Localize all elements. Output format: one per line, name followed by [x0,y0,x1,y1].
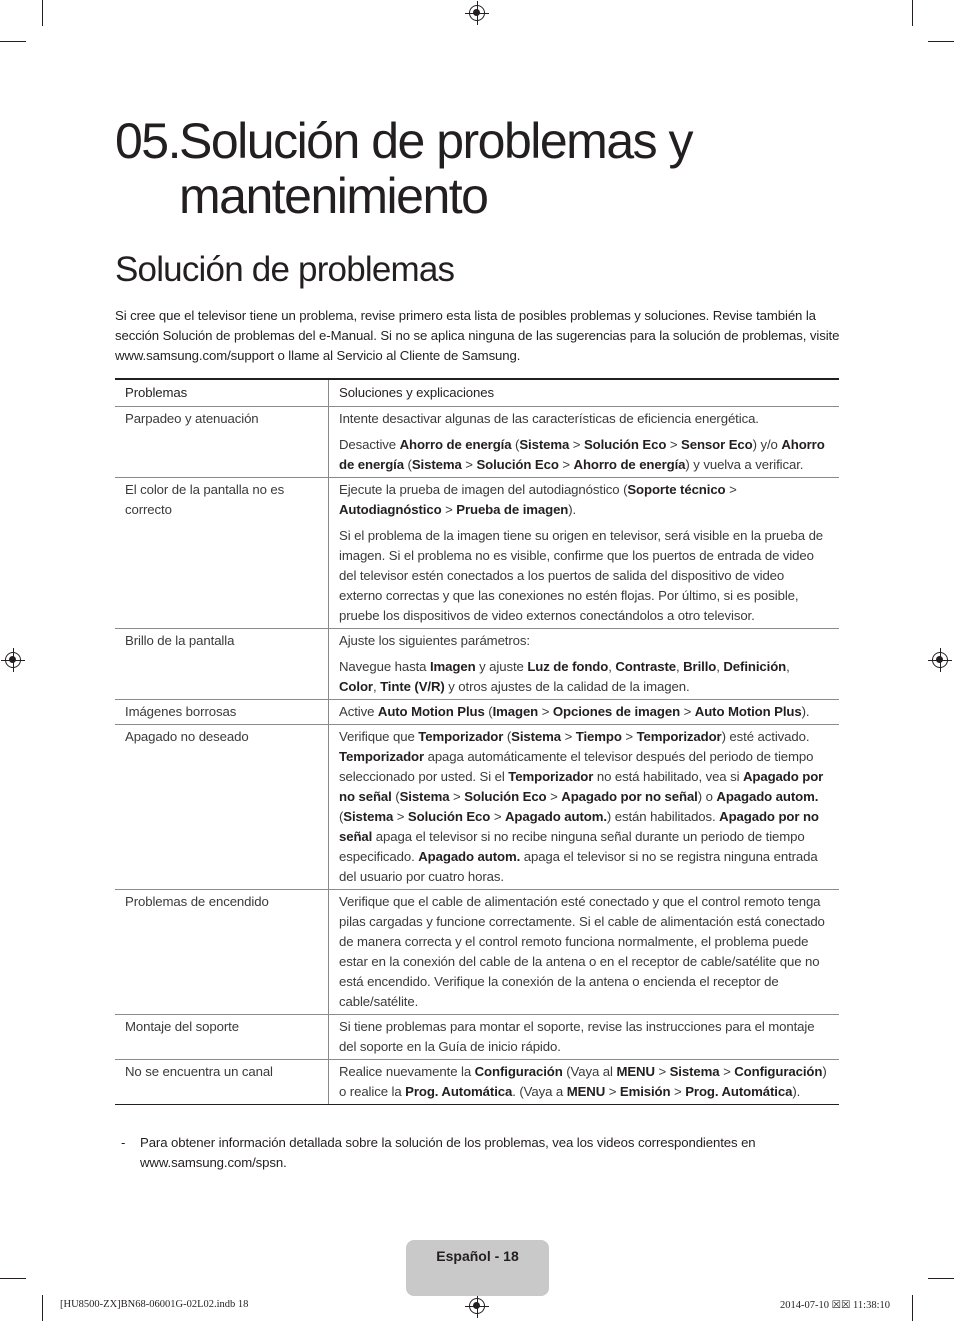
solution-text: > [719,1064,735,1079]
solution-paragraph [339,480,829,520]
solution-text: > [546,789,562,804]
solution-cell [329,629,840,700]
solution-paragraph [339,1062,829,1102]
troubleshooting-table [115,378,839,1105]
solution-text: apaga automáticamente el televisor después del periodo de tiempo seleccionado por usted. Si el [339,749,814,784]
menu-term: Ahorro de energía [573,457,686,472]
solution-cell [329,725,840,890]
solution-text: ( [503,729,512,744]
solution-text: ( [484,704,493,719]
menu-term: Ahorro de energía [339,437,825,472]
menu-term: Apagado autom. [505,809,607,824]
problem-cell: Apagado no deseado [115,725,329,890]
solution-text: (Vaya al [562,1064,617,1079]
solution-paragraph [339,892,829,1012]
solution-text: > [725,482,737,497]
problem-cell: El color de la pantalla no es correcto [115,478,329,629]
solution-text: ) o [697,789,717,804]
menu-term: Imagen [429,659,476,674]
menu-term: Tinte (V/R) [380,679,445,694]
solution-cell [329,478,840,629]
menu-term: Color [339,679,373,694]
menu-term: Sistema [399,789,450,804]
solution-text: , [608,659,616,674]
table-header-row [115,379,839,407]
solution-paragraph [339,526,829,626]
table-row [115,478,839,629]
menu-term: Apagado por no señal [339,809,819,844]
solution-text: Navegue hasta [339,659,430,674]
solution-text: Verifique que [339,729,419,744]
solution-text: > [654,1064,670,1079]
menu-term: Ahorro de energía [399,437,512,452]
solution-text: , [716,659,724,674]
chapter-title-line1: Solución de problemas y [179,113,693,169]
solution-text: Desactive [339,437,400,452]
registration-mark-icon [932,652,948,668]
menu-term: Sistema [519,437,570,452]
solution-text: Active [339,704,378,719]
solution-paragraph [339,727,829,887]
solution-text: ( [391,789,400,804]
solution-text: > [558,457,574,472]
solution-text: Si el problema de la imagen tiene su origen en televisor, será visible en la prueba de imagen. Si el problema no es visible, confirme que los puertos de entrada de video del televisor estén conectados a los puertos de salida del dispositivo de video externo correctas y que las conexiones no estén flojas. Por último, si es posible, pruebe los dispositivos de video externos conectándolos a otro televisor. [339,528,824,623]
menu-term: Luz de fondo [527,659,609,674]
menu-term: Apagado por no señal [561,789,698,804]
table-row [115,725,839,890]
solution-cell [329,700,840,725]
menu-term: Prueba de imagen [456,502,569,517]
menu-term: Configuración [474,1064,563,1079]
solution-text: > [680,704,695,719]
solution-text: > [666,437,682,452]
registration-mark-icon [469,5,485,21]
menu-term: Solución Eco [464,789,547,804]
solution-text: Intente desactivar algunas de las características de eficiencia energética. [339,411,759,426]
menu-term: Emisión [619,1084,671,1099]
table-row [115,890,839,1015]
solution-text: > [449,789,465,804]
crop-mark [0,41,26,42]
menu-term: Sistema [343,809,394,824]
crop-mark [912,1295,913,1321]
solution-paragraph [339,657,829,697]
solution-text: y ajuste [475,659,528,674]
solution-text: ) están habilitados. [606,809,720,824]
menu-term: Solución Eco [583,437,667,452]
solution-text: no está habilitado, vea si [593,769,743,784]
solution-text: ) y vuelva a verificar. [685,457,804,472]
crop-mark [928,41,954,42]
header-solutions: Soluciones y explicaciones [329,379,840,407]
menu-term: MENU [616,1064,655,1079]
menu-term: Contraste [615,659,676,674]
crop-mark [0,1278,26,1279]
crop-mark [912,0,913,26]
note-dash: - [121,1135,126,1150]
solution-cell [329,1060,840,1105]
menu-term: Temporizador [636,729,722,744]
solution-text: Realice nuevamente la [339,1064,475,1079]
solution-text: > [605,1084,620,1099]
menu-term: Apagado autom. [418,849,521,864]
table-row [115,700,839,725]
solution-text: apaga el televisor si no recibe ninguna señal durante un periodo de tiempo especificado. [339,829,805,864]
solution-text: ). [801,704,810,719]
section-title: Solución de problemas [115,250,455,289]
menu-term: MENU [566,1084,606,1099]
page-number-tab [406,1240,549,1296]
solution-paragraph [339,631,829,651]
solution-text: > [441,502,457,517]
menu-term: Sensor Eco [681,437,753,452]
solution-text: ( [403,457,412,472]
crop-mark [42,1295,43,1321]
note [121,1133,821,1173]
menu-term: Temporizador [508,769,594,784]
table-row [115,1015,839,1060]
solution-text: ( [511,437,520,452]
solution-text: > [393,809,408,824]
solution-cell [329,890,840,1015]
problem-cell: Imágenes borrosas [115,700,329,725]
header-problems: Problemas [115,379,329,407]
solution-text: > [621,729,637,744]
solution-paragraph [339,1017,829,1057]
menu-term: Tiempo [575,729,622,744]
menu-term: Auto Motion Plus [694,704,802,719]
table-row [115,1060,839,1105]
solution-text: > [561,729,576,744]
problem-cell: Brillo de la pantalla [115,629,329,700]
table-row [115,407,839,478]
chapter-title [115,114,875,224]
menu-term: Sistema [669,1064,720,1079]
solution-text: . (Vaya a [512,1084,567,1099]
solution-text: > [670,1084,686,1099]
registration-mark-icon [469,1298,485,1314]
page-label: Español - 18 [436,1248,519,1264]
menu-term: Temporizador [418,729,504,744]
menu-term: Definición [723,659,787,674]
menu-term: Autodiagnóstico [339,502,442,517]
solution-text: y otros ajustes de la calidad de la imagen. [444,679,690,694]
solution-text: > [538,704,553,719]
solution-paragraph [339,409,829,429]
menu-term: Prog. Automática [405,1084,513,1099]
solution-cell [329,1015,840,1060]
solution-text: > [569,437,584,452]
menu-term: Apagado por no señal [339,769,824,804]
menu-term: Opciones de imagen [552,704,681,719]
menu-term: Solución Eco [476,457,559,472]
problem-cell: Montaje del soporte [115,1015,329,1060]
solution-text: Ajuste los siguientes parámetros: [339,633,530,648]
menu-term: Configuración [734,1064,823,1079]
problem-cell: Problemas de encendido [115,890,329,1015]
menu-term: Prog. Automática [685,1084,793,1099]
menu-term: Sistema [411,457,462,472]
menu-term: Sistema [511,729,562,744]
registration-mark-icon [5,652,21,668]
crop-mark [928,1278,954,1279]
solution-text: ) o realice la [339,1064,827,1099]
problem-cell: Parpadeo y atenuación [115,407,329,478]
solution-text: , [786,659,790,674]
solution-text: > [490,809,505,824]
menu-term: Solución Eco [407,809,491,824]
solution-text: ) y/o [752,437,782,452]
menu-term: Auto Motion Plus [377,704,485,719]
menu-term: Brillo [683,659,717,674]
solution-text: Ejecute la prueba de imagen del autodiagnóstico ( [339,482,628,497]
chapter-title-line2: mantenimiento [179,168,488,224]
menu-term: Imagen [492,704,539,719]
solution-text: ). [568,502,577,517]
chapter-number: 05. [115,113,181,169]
solution-cell [329,407,840,478]
solution-text: ) esté activado. [721,729,810,744]
note-text: Para obtener información detallada sobre la solución de los problemas, vea los videos correspondientes en www.samsung.com/spsn. [140,1135,756,1170]
table-row [115,629,839,700]
footer-file-info: [HU8500-ZX]BN68-06001G-02L02.indb 18 [60,1299,249,1310]
solution-paragraph [339,702,829,722]
solution-text: Si tiene problemas para montar el soporte, revise las instrucciones para el montaje del soporte en la Guía de inicio rápido. [339,1019,815,1054]
problem-cell: No se encuentra un canal [115,1060,329,1105]
intro-paragraph: Si cree que el televisor tiene un problema, revise primero esta lista de posibles problemas y soluciones. Revise también la sección Solución de problemas del e-Manual. Si no se aplica ninguna de las sugerencias para la solución de problemas, visite www.samsung.com/support o llame al Servicio al Cliente de Samsung. [115,308,840,363]
solution-text: , [372,679,381,694]
solution-text: ( [339,809,344,824]
menu-term: Soporte técnico [627,482,726,497]
solution-text: Verifique que el cable de alimentación esté conectado y que el control remoto tenga pilas cargadas y funcione correctamente. Si el cable de alimentación está conectado de manera correcta y el control remoto funciona normalmente, el problema puede estar en la conexión del cable de la antena o en el receptor de cable/satélite que no está encendido. Verifique la conexión de la antena o encienda el receptor de cable/satélite. [339,894,825,1009]
solution-text: , [675,659,684,674]
solution-text: > [461,457,477,472]
menu-term: Apagado autom. [716,789,819,804]
crop-mark [42,0,43,26]
solution-text: ). [792,1084,801,1099]
solution-text: apaga el televisor si no se registra ninguna entrada del usuario por cuatro horas. [339,849,818,884]
solution-paragraph [339,435,829,475]
footer-timestamp: 2014-07-10 ☒☒ 11:38:10 [779,1300,890,1311]
menu-term: Temporizador [339,749,425,764]
